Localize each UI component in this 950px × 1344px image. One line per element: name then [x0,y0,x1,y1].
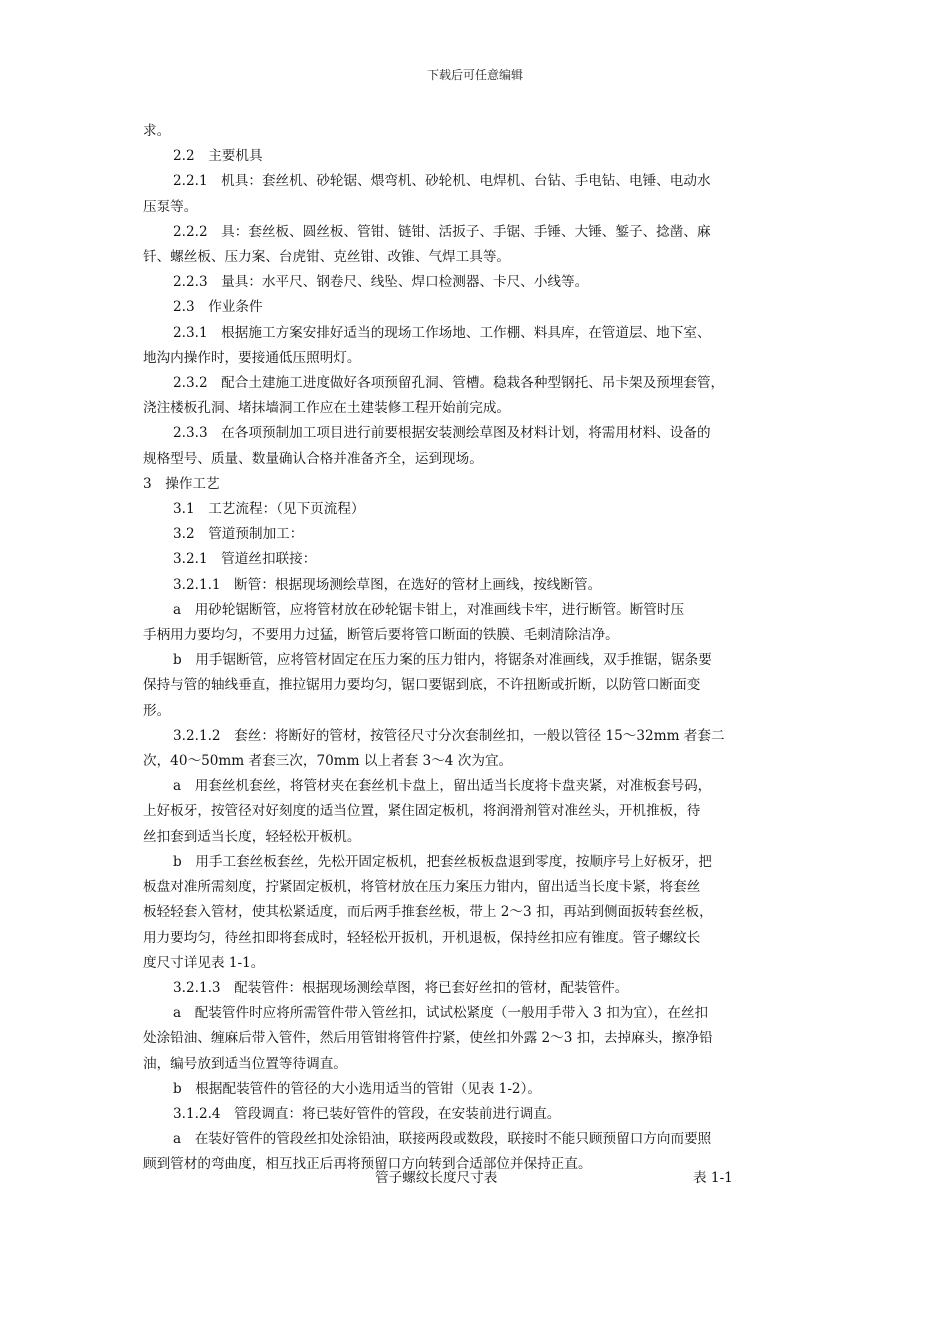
text-line: 3.1 工艺流程：（见下页流程） [173,501,365,518]
text-line: a 用套丝机套丝，将管材夹在套丝机卡盘上，留出适当长度将卡盘夹紧，对准板套号码， [173,778,712,795]
text-line: 保持与管的轴线垂直，推拉锯用力要均匀，锯口要锯到底，不许扭断或折断，以防管口断面变 [143,677,701,694]
text-line: 板盘对准所需刻度，拧紧固定板机，将管材放在压力案压力钳内，留出适当长度卡紧，将套丝 [143,879,701,896]
text-line: 规格型号、质量、数量确认合格并准备齐全，运到现场。 [143,450,483,467]
section-heading: 3.2 管道预制加工： [173,526,304,543]
text-line: 3.2.1.1 断管：根据现场测绘草图，在选好的管材上画线，按线断管。 [173,576,602,593]
text-line: 3.2.1.2 套丝：将断好的管材，按管径尺寸分次套制丝扣，一般以管径 15～32mm 者套二 [173,727,725,744]
text-line: b 用手工套丝板套丝，先松开固定板机，把套丝板板盘退到零度，按顺序号上好板牙，把 [173,853,712,870]
text-line: 地沟内操作时，要接通低压照明灯。 [143,349,361,366]
text-line: b 用手锯断管，应将管材固定在压力案的压力钳内，将锯条对准画线，双手推锯，锯条要 [173,652,712,669]
text-line: 2.2.3 量具：水平尺、钢卷尺、线坠、焊口检测器、卡尺、小线等。 [173,274,589,291]
text-line: a 用砂轮锯断管，应将管材放在砂轮锯卡钳上，对准画线卡牢，进行断管。断管时压 [173,601,685,618]
text-line: 3.1.2.4 管段调直：将已装好管件的管段，在安装前进行调直。 [173,1105,561,1122]
page-header: 下载后可任意编辑 [426,68,523,82]
text-line: 压泵等。 [143,198,198,215]
text-line: 处涂铅油、缠麻后带入管件，然后用管钳将管件拧紧，使丝扣外露 2～3 扣，去掉麻头，擦净铅 [143,1030,713,1047]
document-body [143,119,808,1178]
text-line: 2.2.1 机具：套丝机、砂轮锯、煨弯机、砂轮机、电焊机、台钻、手电钻、电锤、电动水 [173,173,711,190]
table-number: 表 1-1 [693,1170,733,1186]
text-line: 2.3.1 根据施工方案安排好适当的现场工作场地、工作棚、料具库，在管道层、地下室、 [173,324,711,341]
section-heading: 3.2.1 管道丝扣联接： [173,551,317,568]
text-line: 2.3.2 配合土建施工进度做好各项预留孔洞、管槽。稳栽各种型钢托、吊卡架及预埋套管， [173,375,725,392]
section-heading: 3 操作工艺 [143,475,220,492]
text-line: 次，40～50mm 者套三次，70mm 以上者套 3～4 次为宜。 [143,753,513,770]
text-line: 手柄用力要均匀，不要用力过猛，断管后要将管口断面的铁膜、毛刺清除洁净。 [143,627,619,644]
section-heading: 2.3 作业条件 [173,299,263,316]
text-line: a 配装管件时应将所需管件带入管丝扣，试试松紧度（一般用手带入 3 扣为宜），在丝扣 [173,1005,709,1022]
text-line: 上好板牙，按管径对好刻度的适当位置，紧住固定板机，将润滑剂管对准丝头，开机推板，待 [143,803,701,820]
section-heading: 2.2 主要机具 [173,148,263,165]
table-title: 管子螺纹长度尺寸表 [375,1170,498,1186]
text-line: 用力要均匀，待丝扣即将套成时，轻轻松开扳机，开机退板，保持丝扣应有锥度。管子螺纹长 [143,929,701,946]
text-line: 丝扣套到适当长度，轻轻松开板机。 [143,828,361,845]
text-line: 形。 [143,702,171,719]
text-line: 油，编号放到适当位置等待调直。 [143,1055,347,1072]
text-line: 浇注楼板孔洞、堵抹墙洞工作应在土建装修工程开始前完成。 [143,400,511,417]
text-line: 2.2.2 具：套丝板、圆丝板、管钳、链钳、活扳子、手锯、手锤、大锤、錾子、捻凿、麻 [173,223,711,240]
text-line: 2.3.3 在各项预制加工项目进行前要根据安装测绘草图及材料计划，将需用材料、设备的 [173,425,711,442]
text-line: a 在装好管件的管段丝扣处涂铅油，联接两段或数段，联接时不能只顾预留口方向而要照 [173,1131,712,1148]
table-caption [143,1166,808,1190]
text-line: 求。 [143,123,171,139]
text-line: 度尺寸详见表 1-1。 [143,954,265,971]
text-line: 钎、螺丝板、压力案、台虎钳、克丝钳、改锥、气焊工具等。 [143,249,511,266]
text-line: 3.2.1.3 配装管件：根据现场测绘草图，将已套好丝扣的管材，配装管件。 [173,979,629,996]
text-line: b 根据配装管件的管径的大小选用适当的管钳（见表 1-2）。 [173,1080,541,1097]
text-line: 顾到管材的弯曲度，相互找正后再将预留口方向转到合适部位并保持正直。 [143,1156,592,1173]
text-line: 板轻轻套入管材，使其松紧适度，而后两手推套丝板，带上 2～3 扣，再站到侧面扳转套丝板， [143,904,713,921]
